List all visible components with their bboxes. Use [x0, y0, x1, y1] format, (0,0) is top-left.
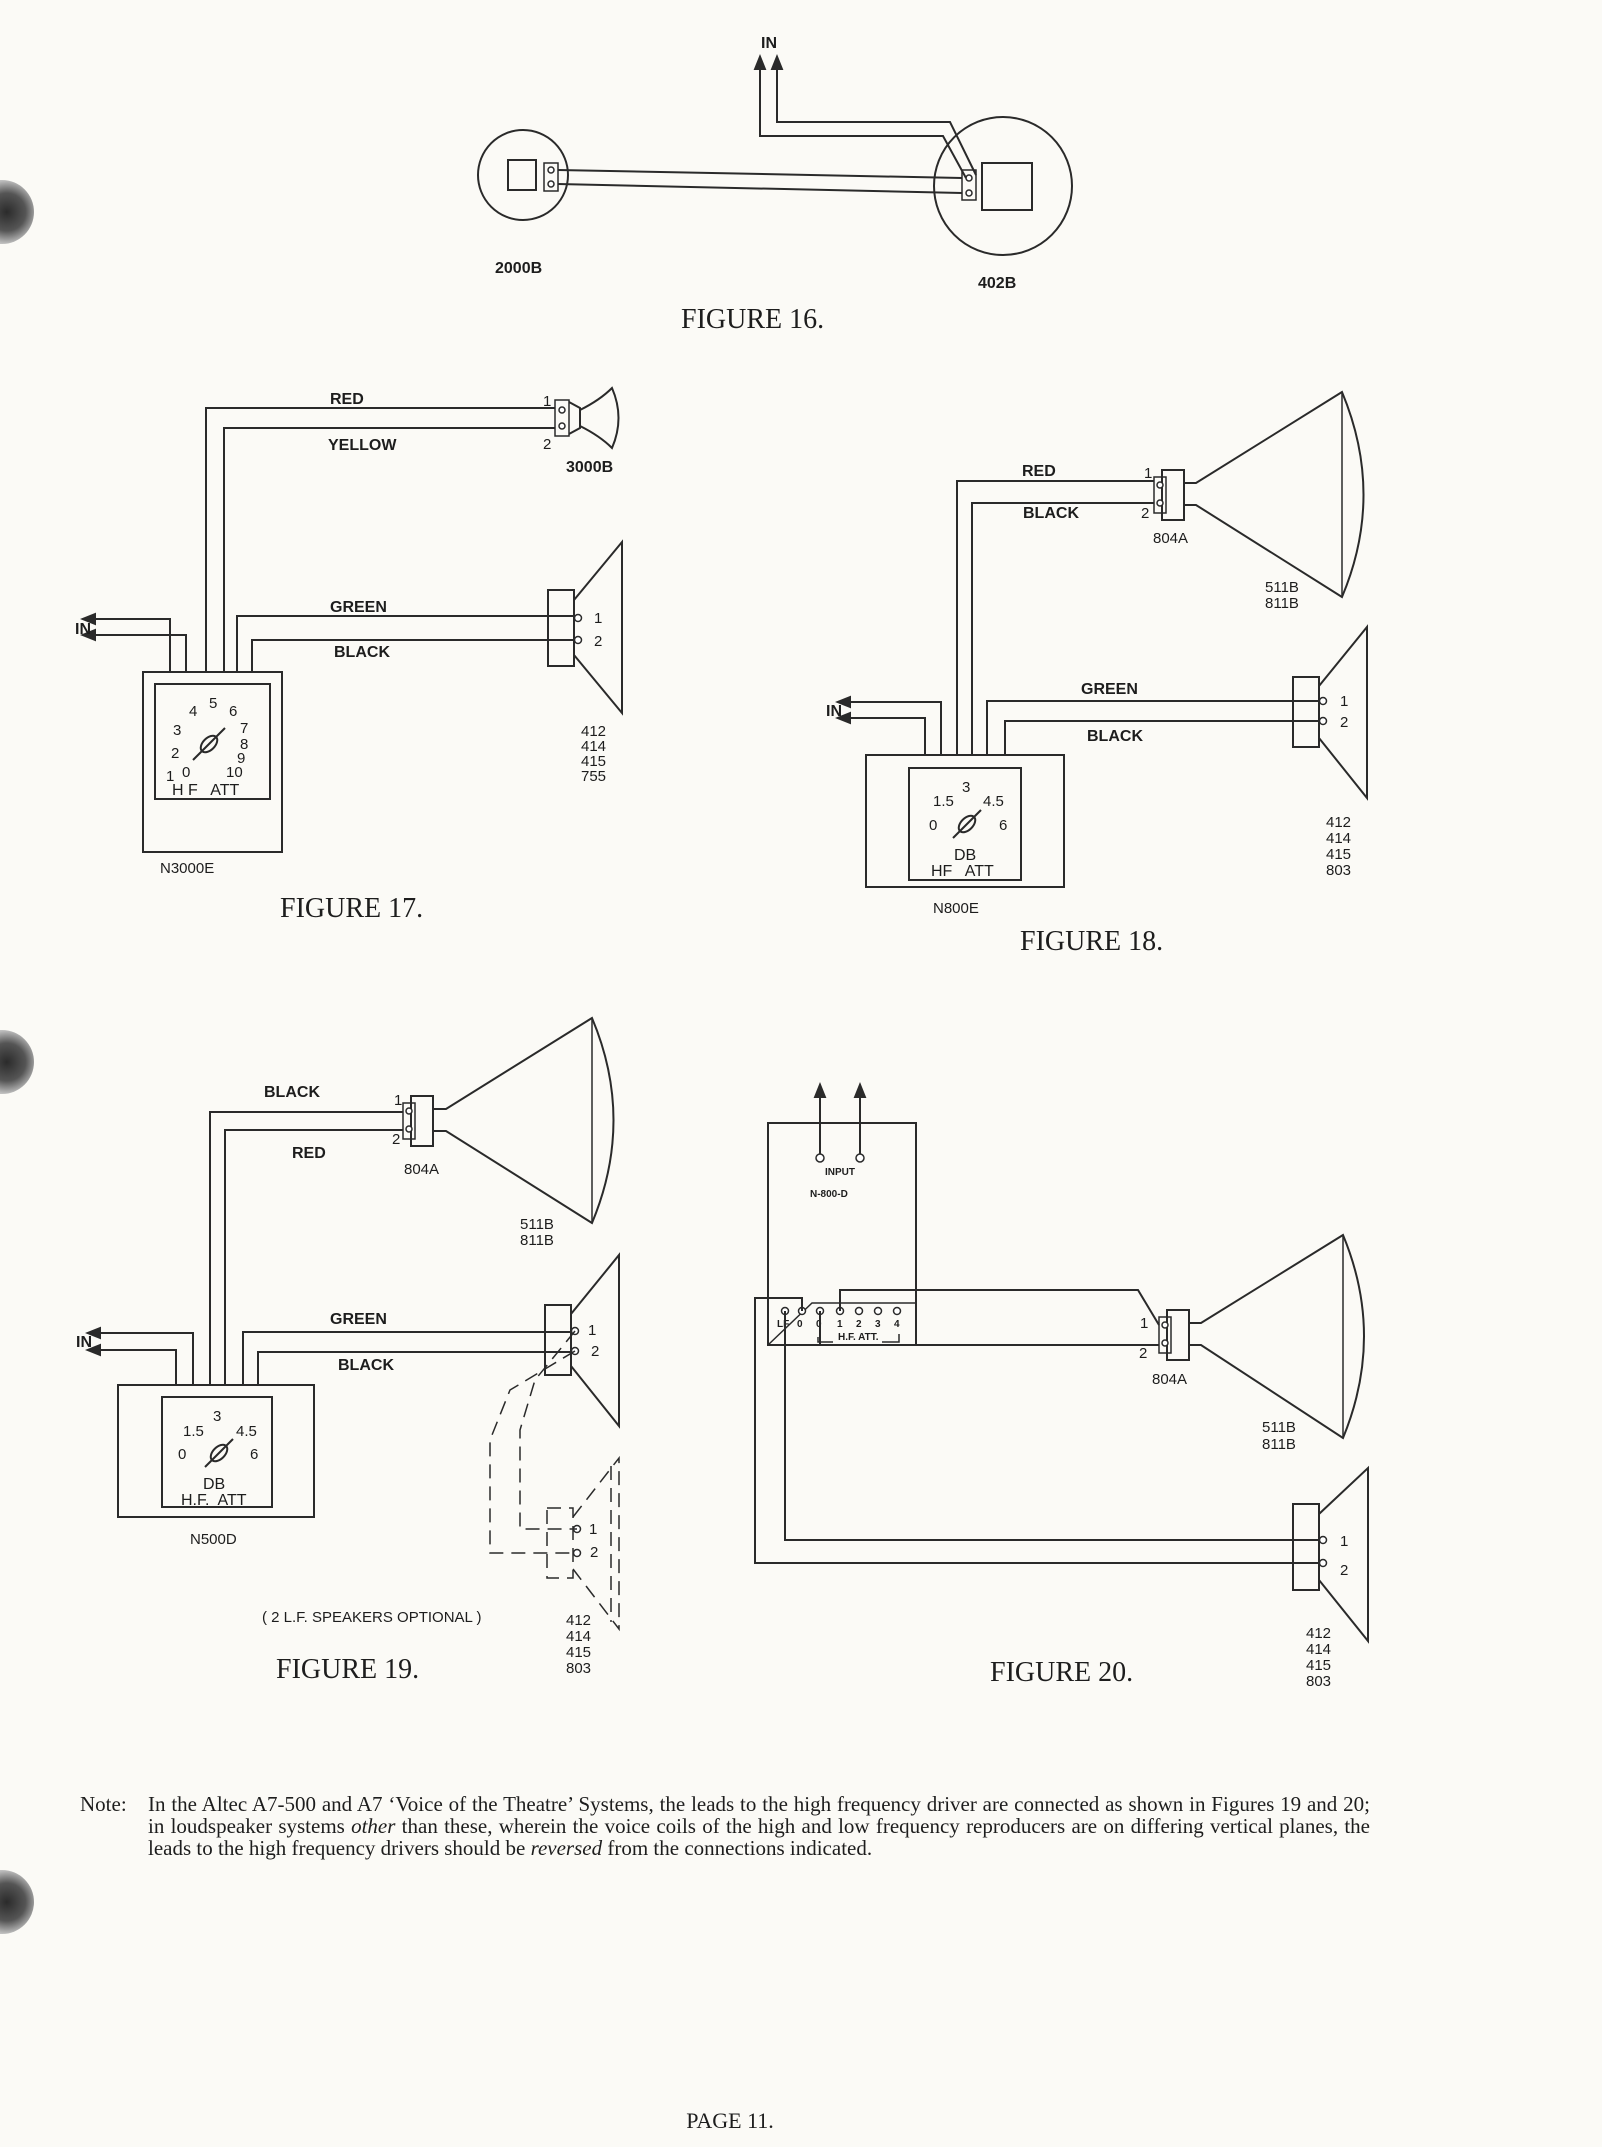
- figure-19: [76, 1018, 619, 1685]
- fig17-dial-mark: 6: [229, 703, 238, 720]
- figure-19-caption: FIGURE 19.: [276, 1654, 420, 1685]
- fig17-dial-mark: 8: [240, 736, 249, 753]
- figure-20-caption: FIGURE 20.: [990, 1657, 1134, 1688]
- note-body: [148, 1793, 1370, 1859]
- fig18-hf-term1: 1: [1144, 465, 1153, 482]
- page-number: PAGE 11.: [686, 2108, 774, 2133]
- fig18-hf-unit: 804A: [1153, 530, 1189, 547]
- fig19-hf-term1: 1: [394, 1092, 403, 1109]
- fig20-hf-term1: 1: [1140, 1315, 1149, 1332]
- fig17-dial-label: H F ATT: [172, 782, 240, 799]
- fig19-lf2-term2: 2: [590, 1544, 599, 1561]
- fig18-lf-model-1: 412: [1326, 814, 1352, 831]
- fig20-strip-mark: LF: [777, 1319, 790, 1330]
- fig19-dial-mark: 1.5: [183, 1423, 204, 1440]
- fig16-right-unit: 402B: [978, 275, 1017, 292]
- fig18-horn-model-2: 811B: [1265, 595, 1299, 612]
- fig20-input-label: INPUT: [825, 1167, 855, 1178]
- fig17-wire-black: BLACK: [334, 644, 390, 661]
- fig17-hf-term1: 1: [543, 393, 552, 410]
- fig20-hf-term2: 2: [1139, 1345, 1148, 1362]
- fig19-lf-term2: 2: [591, 1343, 600, 1360]
- fig17-dial-mark: 1: [166, 768, 175, 785]
- fig20-horn-model-1: 511B: [1262, 1419, 1296, 1436]
- fig16-left-unit: 2000B: [495, 260, 543, 277]
- fig20-lf-term1: 1: [1340, 1533, 1349, 1550]
- fig17-lf-model-1: 412: [581, 723, 607, 740]
- fig18-dial-mark: 1.5: [933, 793, 954, 810]
- fig18-horn-model-1: 511B: [1265, 579, 1299, 596]
- fig18-lf-model-3: 415: [1326, 846, 1352, 863]
- fig17-dial-mark: 10: [226, 764, 243, 781]
- fig19-wire-red: RED: [292, 1145, 326, 1162]
- fig20-strip-mark: 0: [816, 1319, 822, 1330]
- note-text: from the connections indicated.: [602, 1836, 873, 1860]
- fig17-dial-mark: 9: [237, 750, 246, 767]
- fig17-dial-mark: 5: [209, 695, 218, 712]
- fig17-dial-mark: 3: [173, 722, 182, 739]
- fig19-network-label: N500D: [190, 1531, 237, 1548]
- fig19-wire-black-hf: BLACK: [264, 1084, 320, 1101]
- figure-20: [755, 1090, 1368, 1690]
- fig20-lf-model-1: 412: [1306, 1625, 1332, 1642]
- fig19-lf2-term1: 1: [589, 1521, 598, 1538]
- fig17-lf-model-4: 755: [581, 768, 607, 785]
- fig20-strip-mark: 1: [837, 1319, 843, 1330]
- fig20-lf-term2: 2: [1340, 1562, 1349, 1579]
- fig19-dial-db: DB: [203, 1476, 226, 1493]
- fig17-dial-mark: 7: [240, 720, 249, 737]
- fig17-hf-unit: 3000B: [566, 459, 614, 476]
- fig19-lf-model-1: 412: [566, 1612, 592, 1629]
- fig17-wire-red: RED: [330, 391, 364, 408]
- fig17-dial-mark: 2: [171, 745, 180, 762]
- fig19-lf-term1: 1: [588, 1322, 597, 1339]
- fig17-dial-mark: 4: [189, 703, 198, 720]
- fig17-lf-model-3: 415: [581, 753, 607, 770]
- fig20-strip-mark: 2: [856, 1319, 862, 1330]
- figure-18-caption: FIGURE 18.: [1020, 926, 1164, 957]
- fig19-hf-unit: 804A: [404, 1161, 440, 1178]
- figure-17: [75, 388, 622, 924]
- fig19-dial-mark: 4.5: [236, 1423, 257, 1440]
- fig20-lf-model-3: 415: [1306, 1657, 1332, 1674]
- fig18-lf-model-4: 803: [1326, 862, 1352, 879]
- note-lead: Note:: [80, 1792, 127, 1816]
- fig18-wire-black-lf: BLACK: [1087, 728, 1143, 745]
- fig19-horn-model-2: 811B: [520, 1232, 554, 1249]
- fig17-lf-term1: 1: [594, 610, 603, 627]
- note-paragraph: [80, 1793, 1370, 1859]
- fig17-lf-term2: 2: [594, 633, 603, 650]
- fig17-dial-mark: 0: [182, 764, 191, 781]
- figure-16-caption: FIGURE 16.: [681, 304, 825, 335]
- fig19-hf-term2: 2: [392, 1131, 401, 1148]
- fig20-horn-model-2: 811B: [1262, 1436, 1296, 1453]
- fig17-in-label: IN: [75, 621, 91, 638]
- fig18-lf-term2: 2: [1340, 714, 1349, 731]
- fig19-lf-model-2: 414: [566, 1628, 592, 1645]
- hf-driver-2000b: [478, 130, 568, 220]
- fig19-wire-green: GREEN: [330, 1311, 387, 1328]
- fig20-lf-model-4: 803: [1306, 1673, 1332, 1690]
- fig19-wire-black-lf: BLACK: [338, 1357, 394, 1374]
- fig18-lf-model-2: 414: [1326, 830, 1352, 847]
- fig17-network-label: N3000E: [160, 860, 215, 877]
- fig16-in-label: IN: [761, 35, 777, 52]
- fig18-wire-red: RED: [1022, 463, 1056, 480]
- note-text: than these, wherein the voice coils of the high and low frequency reproducers are on differing vertical planes, the leads to the high frequency drivers should be: [148, 1814, 1370, 1860]
- fig19-optional-note: ( 2 L.F. SPEAKERS OPTIONAL ): [262, 1609, 482, 1626]
- fig17-lf-model-2: 414: [581, 738, 607, 755]
- fig19-lf-model-3: 415: [566, 1644, 592, 1661]
- fig18-in-label: IN: [826, 703, 842, 720]
- fig18-wire-black-hf: BLACK: [1023, 505, 1079, 522]
- fig19-dial-label: H.F. ATT: [181, 1492, 247, 1509]
- fig18-hf-term2: 2: [1141, 505, 1150, 522]
- fig19-lf-model-4: 803: [566, 1660, 592, 1677]
- fig17-wire-green: GREEN: [330, 599, 387, 616]
- fig18-network-label: N800E: [933, 900, 979, 917]
- figure-18: [826, 392, 1367, 957]
- fig19-dial-mark: 6: [250, 1446, 259, 1463]
- fig17-wire-yellow: YELLOW: [328, 437, 397, 454]
- fig20-strip-mark: 3: [875, 1319, 881, 1330]
- fig19-in-label: IN: [76, 1334, 92, 1351]
- fig20-strip-mark: 0: [797, 1319, 803, 1330]
- fig19-horn-model-1: 511B: [520, 1216, 554, 1233]
- fig18-dial-mark: 0: [929, 817, 938, 834]
- note-text: In the Altec A7-500 and A7 ‘Voice of the Theatre’ Systems, the leads to the high frequency driver are connected as shown in Figures 19 and 20; in loudspeaker systems: [148, 1792, 1370, 1838]
- lf-speaker-402b: [934, 117, 1072, 255]
- fig18-dial-mark: 4.5: [983, 793, 1004, 810]
- fig18-lf-term1: 1: [1340, 693, 1349, 710]
- fig20-network-label: N-800-D: [810, 1189, 848, 1200]
- note-emphasis: reversed: [530, 1836, 603, 1860]
- fig20-lf-model-2: 414: [1306, 1641, 1332, 1658]
- fig18-dial-db: DB: [954, 847, 977, 864]
- figure-16: [478, 35, 1072, 335]
- fig20-strip-label: H.F. ATT.: [838, 1332, 879, 1343]
- fig19-dial-mark: 0: [178, 1446, 187, 1463]
- figure-17-caption: FIGURE 17.: [280, 893, 424, 924]
- fig17-hf-term2: 2: [543, 436, 552, 453]
- fig18-wire-green: GREEN: [1081, 681, 1138, 698]
- fig19-dial-mark: 3: [213, 1408, 222, 1425]
- fig20-terminal-strip: [777, 1308, 901, 1344]
- fig18-dial-label: HF ATT: [931, 863, 994, 880]
- note-emphasis: other: [351, 1814, 396, 1838]
- fig18-dial-mark: 6: [999, 817, 1008, 834]
- fig20-strip-mark: 4: [894, 1319, 900, 1330]
- fig20-hf-unit: 804A: [1152, 1371, 1188, 1388]
- fig18-dial-mark: 3: [962, 779, 971, 796]
